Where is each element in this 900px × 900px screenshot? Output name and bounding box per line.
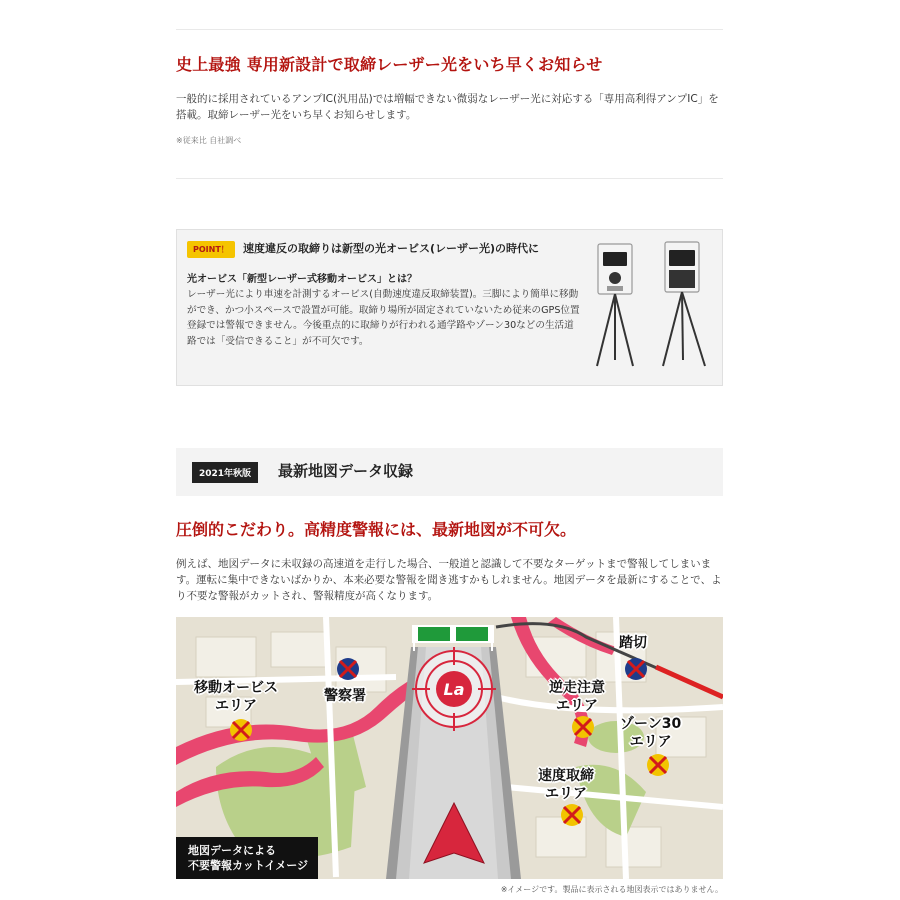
map-caption	[176, 837, 318, 879]
laser-orbis-camera-illustration	[587, 238, 717, 378]
map-section-body: 例えば、地図データに未収録の高速道を走行した場合、一般道と認識して不要なターゲットまで警報してしまいます。運転に集中できないばかりか、本来必要な警報を聞き逃すかもしれません。地図データを最新にすることで、より不要な警報がカットされ、警報精度が高くなります。	[176, 558, 722, 602]
label-speed	[538, 767, 594, 803]
label-zone30	[620, 715, 681, 751]
point-subheading: 光オービス「新型レーザー式移動オービス」とは？	[187, 274, 417, 285]
label-speed-line1: 速度取締	[538, 768, 594, 784]
label-zone30-line2: エリア	[629, 734, 672, 750]
label-crossing: 踏切	[619, 635, 647, 651]
camera-side-icon	[663, 242, 705, 366]
map-caption-line2: 不要警報カットイメージ	[188, 859, 309, 872]
laser-section-title: 史上最強 専用新設計で取締レーザー光をいち早くお知らせ	[176, 55, 603, 74]
label-mobile-orbis-line1: 移動オービス	[194, 680, 278, 696]
point-box	[176, 229, 723, 386]
point-heading: 速度違反の取締りは新型の光オービス(レーザー光)の時代に	[243, 242, 540, 255]
version-badge: 2021年秋版	[192, 462, 258, 483]
section-divider	[176, 178, 723, 179]
label-zone30-line1: ゾーン30	[620, 716, 682, 732]
map-data-band	[176, 448, 723, 496]
label-mobile-orbis	[194, 679, 278, 715]
label-mobile-orbis-line2: エリア	[215, 698, 257, 714]
label-speed-line2: エリア	[545, 786, 587, 802]
laser-section-body: 一般的に採用されているアンプIC(汎用品)では増幅できない微弱なレーザー光に対応する「専用高利得アンプIC」を搭載。取締レーザー光をいち早くお知らせします。	[176, 93, 719, 121]
map-data-title: 最新地図データ収録	[278, 462, 414, 480]
map-caption-line1: 地図データによる	[188, 844, 276, 857]
laser-section-note: ※従来比 自社調べ	[176, 136, 242, 145]
map-section-title: 圧倒的こだわり。高精度警報には、最新地図が不可欠。	[176, 520, 577, 539]
camera-front-icon	[597, 244, 633, 366]
label-reverse-line2: エリア	[556, 698, 598, 714]
map-illustration	[176, 617, 723, 879]
label-police: 警察署	[324, 688, 366, 704]
label-reverse-line1: 逆走注意	[549, 680, 605, 696]
point-badge: POINT！	[187, 241, 235, 258]
map-footnote: ※イメージです。製品に表示される地図表示ではありません。	[500, 885, 723, 894]
top-divider	[176, 29, 723, 30]
label-reverse	[549, 679, 605, 715]
la-mark: La	[443, 680, 465, 699]
point-body: レーザー光により車速を計測するオービス(自動速度違反取締装置)。三脚により簡単に移動ができ、かつ小スペースで設置が可能。取締り場所が固定されていないため従来のGPS位置登録では警報できません。今後重点的に取締りが行われる通学路やゾーン30などの生活道路では「受信できること」が不可欠です。	[187, 289, 580, 347]
